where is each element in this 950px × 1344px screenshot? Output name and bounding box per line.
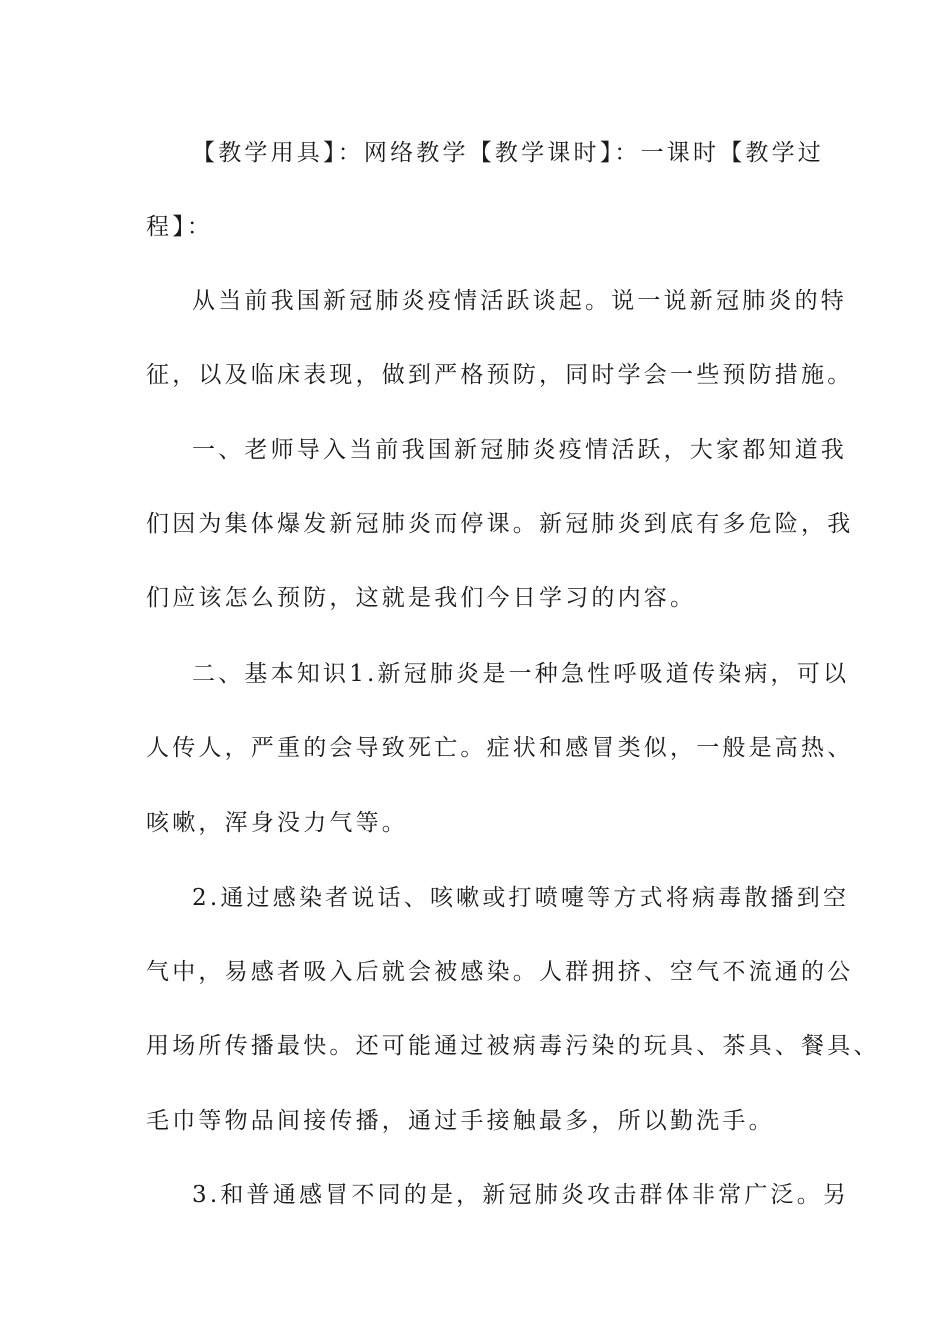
text-line-6: 们因为集体爆发新冠肺炎而停课。新冠肺炎到底有多危险，我 bbox=[146, 511, 854, 537]
text-line-9: 人传人，严重的会导致死亡。症状和感冒类似，一般是高热、 bbox=[146, 735, 854, 761]
text-line-3: 从当前我国新冠肺炎疫情活跃谈起。说一说新冠肺炎的特 bbox=[192, 288, 847, 314]
text-line-5: 一、老师导入当前我国新冠肺炎疫情活跃，大家都知道我 bbox=[192, 437, 847, 463]
text-line-14: 毛巾等物品间接传播，通过手接触最多，所以勤洗手。 bbox=[146, 1108, 775, 1134]
text-line-4: 征，以及临床表现，做到严格预防，同时学会一些预防措施。 bbox=[146, 362, 854, 388]
text-line-1: 【教学用具】：网络教学【教学课时】：一课时【教学过 bbox=[192, 140, 824, 166]
text-line-7: 们应该怎么预防，这就是我们今日学习的内容。 bbox=[146, 585, 697, 611]
text-line-8: 二、基本知识1.新冠肺炎是一种急性呼吸道传染病，可以 bbox=[192, 661, 850, 687]
text-line-10: 咳嗽，浑身没力气等。 bbox=[146, 810, 408, 836]
text-line-12: 气中，易感者吸入后就会被感染。人群拥挤、空气不流通的公 bbox=[146, 959, 854, 985]
text-line-13: 用场所传播最快。还可能通过被病毒污染的玩具、茶具、餐具、 bbox=[146, 1033, 880, 1059]
text-line-11: 2.通过感染者说话、咳嗽或打喷嚏等方式将病毒散播到空 bbox=[192, 885, 850, 911]
text-line-2: 程】： bbox=[146, 214, 214, 240]
text-line-15: 3.和普通感冒不同的是，新冠肺炎攻击群体非常广泛。另 bbox=[192, 1182, 850, 1208]
